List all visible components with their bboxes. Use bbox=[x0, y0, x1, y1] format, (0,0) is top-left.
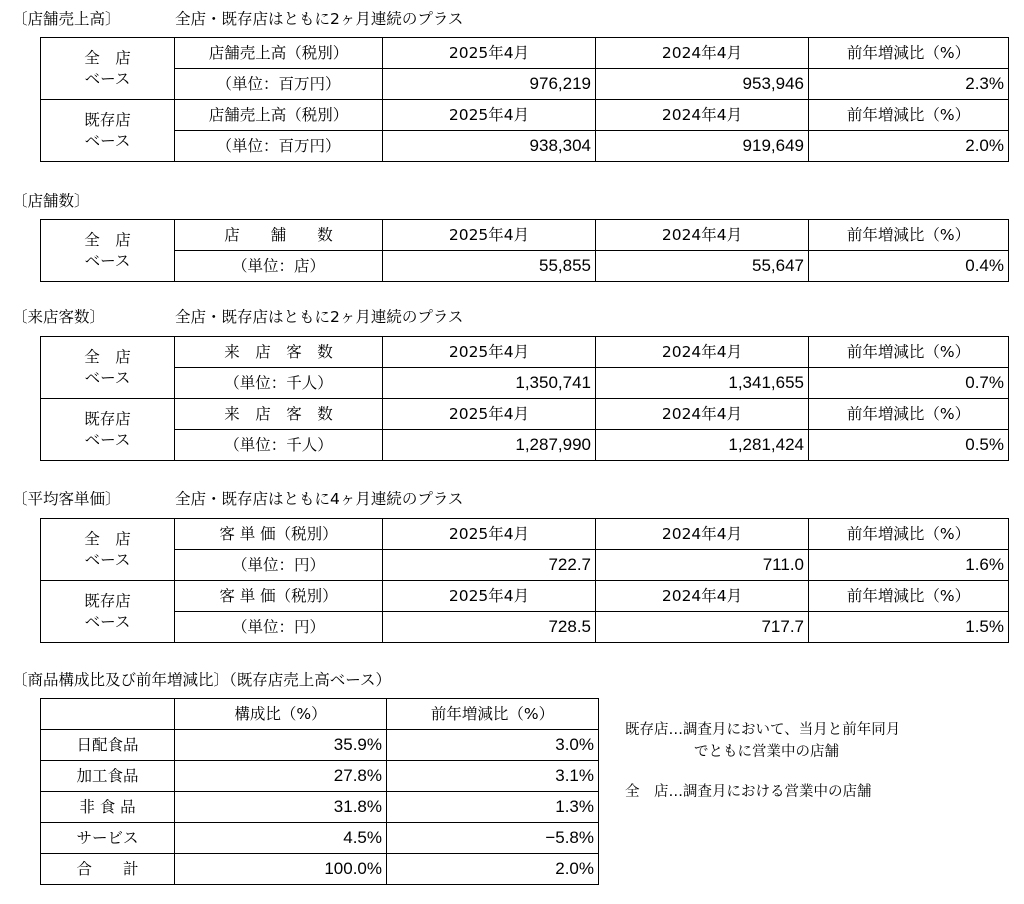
value-previous: 711.0 bbox=[596, 550, 809, 581]
value-ratio: 0.5% bbox=[809, 430, 1009, 461]
table-row bbox=[41, 131, 1009, 162]
category-yoy: −5.8% bbox=[387, 823, 599, 854]
value-current: 728.5 bbox=[383, 612, 596, 643]
base-label: 既存店 ベース bbox=[41, 100, 175, 162]
table-row bbox=[41, 368, 1009, 399]
category-name: サービス bbox=[41, 823, 175, 854]
table-row bbox=[41, 399, 1009, 430]
table-row bbox=[41, 430, 1009, 461]
section-title-composition: 〔商品構成比及び前年増減比〕（既存店売上高ベース） bbox=[12, 671, 391, 689]
table-row bbox=[41, 612, 1009, 643]
category-name: 非 食 品 bbox=[41, 792, 175, 823]
value-ratio: 1.5% bbox=[809, 612, 1009, 643]
col-current-month: 2025年4月 bbox=[383, 337, 596, 368]
col-current-month: 2025年4月 bbox=[383, 399, 596, 430]
value-previous: 953,946 bbox=[596, 69, 809, 100]
section-subtitle-customers: 全店・既存店はともに2ヶ月連続のプラス bbox=[175, 308, 464, 326]
header-blank bbox=[41, 699, 175, 730]
category-yoy: 3.0% bbox=[387, 730, 599, 761]
metric-label: 客 単 価（税別） bbox=[175, 581, 383, 612]
value-ratio: 1.6% bbox=[809, 550, 1009, 581]
table-row bbox=[41, 581, 1009, 612]
table-row bbox=[41, 38, 1009, 69]
table-header-row bbox=[41, 699, 599, 730]
base-label: 既存店 ベース bbox=[41, 581, 175, 643]
value-current: 1,350,741 bbox=[383, 368, 596, 399]
unit-label: （単位：千人） bbox=[175, 430, 383, 461]
value-previous: 1,341,655 bbox=[596, 368, 809, 399]
value-ratio: 0.4% bbox=[809, 251, 1009, 282]
col-previous-month: 2024年4月 bbox=[596, 38, 809, 69]
metric-label: 店舗売上高（税別） bbox=[175, 100, 383, 131]
value-previous: 1,281,424 bbox=[596, 430, 809, 461]
col-current-month: 2025年4月 bbox=[383, 38, 596, 69]
metric-label: 来 店 客 数 bbox=[175, 399, 383, 430]
table-row bbox=[41, 100, 1009, 131]
unit-label: （単位：円） bbox=[175, 612, 383, 643]
col-yoy-ratio: 前年増減比（%） bbox=[809, 100, 1009, 131]
col-previous-month: 2024年4月 bbox=[596, 519, 809, 550]
value-ratio: 2.0% bbox=[809, 131, 1009, 162]
col-current-month: 2025年4月 bbox=[383, 519, 596, 550]
table-row bbox=[41, 761, 599, 792]
col-yoy-ratio: 前年増減比（%） bbox=[809, 399, 1009, 430]
category-yoy: 1.3% bbox=[387, 792, 599, 823]
col-current-month: 2025年4月 bbox=[383, 581, 596, 612]
table-row bbox=[41, 519, 1009, 550]
col-yoy-ratio: 前年増減比（%） bbox=[809, 519, 1009, 550]
value-current: 55,855 bbox=[383, 251, 596, 282]
col-previous-month: 2024年4月 bbox=[596, 100, 809, 131]
customers-table bbox=[40, 336, 1009, 461]
category-share: 100.0% bbox=[175, 854, 387, 885]
sales-table bbox=[40, 37, 1009, 162]
table-row bbox=[41, 792, 599, 823]
table-row bbox=[41, 220, 1009, 251]
value-current: 722.7 bbox=[383, 550, 596, 581]
avg-price-table bbox=[40, 518, 1009, 643]
unit-label: （単位：百万円） bbox=[175, 131, 383, 162]
metric-label: 来 店 客 数 bbox=[175, 337, 383, 368]
col-previous-month: 2024年4月 bbox=[596, 581, 809, 612]
category-share: 31.8% bbox=[175, 792, 387, 823]
value-previous: 919,649 bbox=[596, 131, 809, 162]
category-share: 35.9% bbox=[175, 730, 387, 761]
unit-label: （単位：千人） bbox=[175, 368, 383, 399]
table-row bbox=[41, 550, 1009, 581]
value-current: 976,219 bbox=[383, 69, 596, 100]
stores-table bbox=[40, 219, 1009, 282]
section-title-sales: 〔店舗売上高〕 bbox=[12, 10, 121, 28]
base-label: 全 店 ベース bbox=[41, 220, 175, 282]
section-title-avg-price: 〔平均客単価〕 bbox=[12, 490, 121, 508]
col-yoy-ratio: 前年増減比（%） bbox=[809, 337, 1009, 368]
col-yoy-ratio: 前年増減比（%） bbox=[809, 220, 1009, 251]
col-current-month: 2025年4月 bbox=[383, 220, 596, 251]
category-name: 合 計 bbox=[41, 854, 175, 885]
value-previous: 717.7 bbox=[596, 612, 809, 643]
section-subtitle-avg-price: 全店・既存店はともに4ヶ月連続のプラス bbox=[175, 490, 464, 508]
metric-label: 店 舗 数 bbox=[175, 220, 383, 251]
col-previous-month: 2024年4月 bbox=[596, 220, 809, 251]
col-yoy-ratio: 前年増減比（%） bbox=[809, 38, 1009, 69]
category-name: 日配食品 bbox=[41, 730, 175, 761]
value-ratio: 0.7% bbox=[809, 368, 1009, 399]
table-row bbox=[41, 730, 599, 761]
table-row bbox=[41, 823, 599, 854]
note-existing-line2: でともに営業中の店舗 bbox=[694, 744, 839, 760]
category-share: 27.8% bbox=[175, 761, 387, 792]
composition-table bbox=[40, 698, 599, 885]
header-yoy: 前年増減比（%） bbox=[387, 699, 599, 730]
unit-label: （単位：店） bbox=[175, 251, 383, 282]
table-row bbox=[41, 251, 1009, 282]
base-label: 全 店 ベース bbox=[41, 38, 175, 100]
note-existing-line1: 既存店…調査月において、当月と前年同月 bbox=[625, 722, 901, 738]
category-share: 4.5% bbox=[175, 823, 387, 854]
metric-label: 店舗売上高（税別） bbox=[175, 38, 383, 69]
table-row bbox=[41, 337, 1009, 368]
value-previous: 55,647 bbox=[596, 251, 809, 282]
value-ratio: 2.3% bbox=[809, 69, 1009, 100]
col-current-month: 2025年4月 bbox=[383, 100, 596, 131]
base-label: 既存店 ベース bbox=[41, 399, 175, 461]
header-share: 構成比（%） bbox=[175, 699, 387, 730]
col-previous-month: 2024年4月 bbox=[596, 337, 809, 368]
base-label: 全 店 ベース bbox=[41, 337, 175, 399]
base-label: 全 店 ベース bbox=[41, 519, 175, 581]
col-yoy-ratio: 前年増減比（%） bbox=[809, 581, 1009, 612]
category-name: 加工食品 bbox=[41, 761, 175, 792]
col-previous-month: 2024年4月 bbox=[596, 399, 809, 430]
table-row bbox=[41, 854, 599, 885]
value-current: 938,304 bbox=[383, 131, 596, 162]
table-row bbox=[41, 69, 1009, 100]
section-subtitle-sales: 全店・既存店はともに2ヶ月連続のプラス bbox=[175, 10, 464, 28]
section-title-customers: 〔来店客数〕 bbox=[12, 308, 106, 326]
unit-label: （単位：円） bbox=[175, 550, 383, 581]
section-title-stores: 〔店舗数〕 bbox=[12, 192, 90, 210]
unit-label: （単位：百万円） bbox=[175, 69, 383, 100]
metric-label: 客 単 価（税別） bbox=[175, 519, 383, 550]
category-yoy: 2.0% bbox=[387, 854, 599, 885]
category-yoy: 3.1% bbox=[387, 761, 599, 792]
note-all-stores: 全 店…調査月における営業中の店舗 bbox=[625, 784, 872, 800]
value-current: 1,287,990 bbox=[383, 430, 596, 461]
